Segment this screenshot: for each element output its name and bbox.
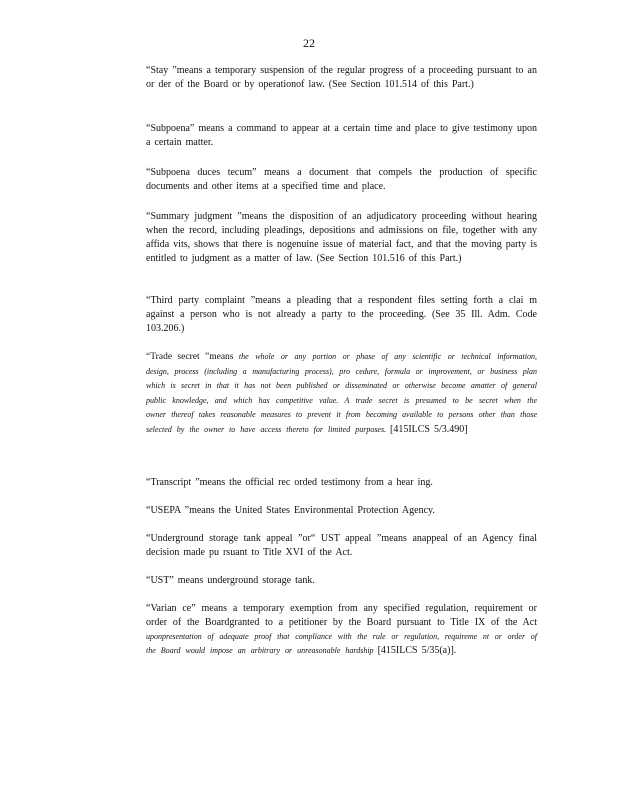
trade-secret-statutory-text: the whole or any portion or phase of any scientific or technical information, design, process (including a manufacturing process), pro cedure, formula or improvement, or business plan which is secret in that it has not been published or disseminated or otherwise become amatter of general public knowledge, and which has competitive value. A trade secret is presumed to be secret when the owner thereof takes reasonable measures to prevent it from becoming available to persons other than those selected by the owner to have access thereto for limited purposes. <box>146 352 538 434</box>
variance-lead-text: “Varian ce” means a temporary exemption from any specified regulation, requirement or order of the Boardgranted to a petitioner by the Board pursuant to Title IX of the Act <box>146 603 537 628</box>
trade-secret-term: “Trade secret ”means <box>146 352 234 362</box>
definition-usepa: “USEPA ”means the United States Environmental Protection Agency. <box>146 505 435 516</box>
definition-subpoena: “Subpoena” means a command to appear at a certain time and place to give testimony upon a certain matter. <box>146 123 537 148</box>
definition-stay: “Stay ”means a temporary suspension of the regular progress of a proceeding pursuant to an or der of the Board or by operationof law. (See Section 101.514 of this Part.) <box>146 65 537 90</box>
definition-subpoena-duces-tecum: “Subpoena duces tecum” means a document that compels the production of specific documents and other items at a specified time and place. <box>146 167 537 192</box>
definition-trade-secret <box>146 350 537 438</box>
definition-third-party-complaint: “Third party complaint ”means a pleading that a respondent files setting forth a clai m against a person who is not already a party to the proceeding. (See 35 Ill. Adm. Code 103.206.) <box>146 295 537 334</box>
page-number: 22 <box>303 36 315 50</box>
definition-variance <box>146 602 537 658</box>
trade-secret-citation: [415ILCS 5/3.490] <box>389 423 468 435</box>
variance-statutory-text: uponpresentation of adequate proof that compliance with the rule or regulation, requireme nt or order of the Board would impose an arbitrary or unreasonable hardship <box>146 632 537 655</box>
variance-citation: [415ILCS 5/35(a)]. <box>377 645 457 656</box>
definition-transcript: “Transcript ”means the official rec orded testimony from a hear ing. <box>146 477 433 488</box>
definition-ust: “UST” means underground storage tank. <box>146 575 315 586</box>
definition-summary-judgment: “Summary judgment ”means the disposition of an adjudicatory proceeding without hearing when the record, including pleadings, depositions and admissions on file, together with any affida vits, shows that there is nogenuine issue of material fact, and that the moving party is entitled to judgment as a matter of law. (See Section 101.516 of this Part.) <box>146 211 537 264</box>
definition-underground-storage-tank-appeal: “Underground storage tank appeal ”or“ UST appeal ”means anappeal of an Agency final decision made pu rsuant to Title XVI of the Act. <box>146 533 537 558</box>
